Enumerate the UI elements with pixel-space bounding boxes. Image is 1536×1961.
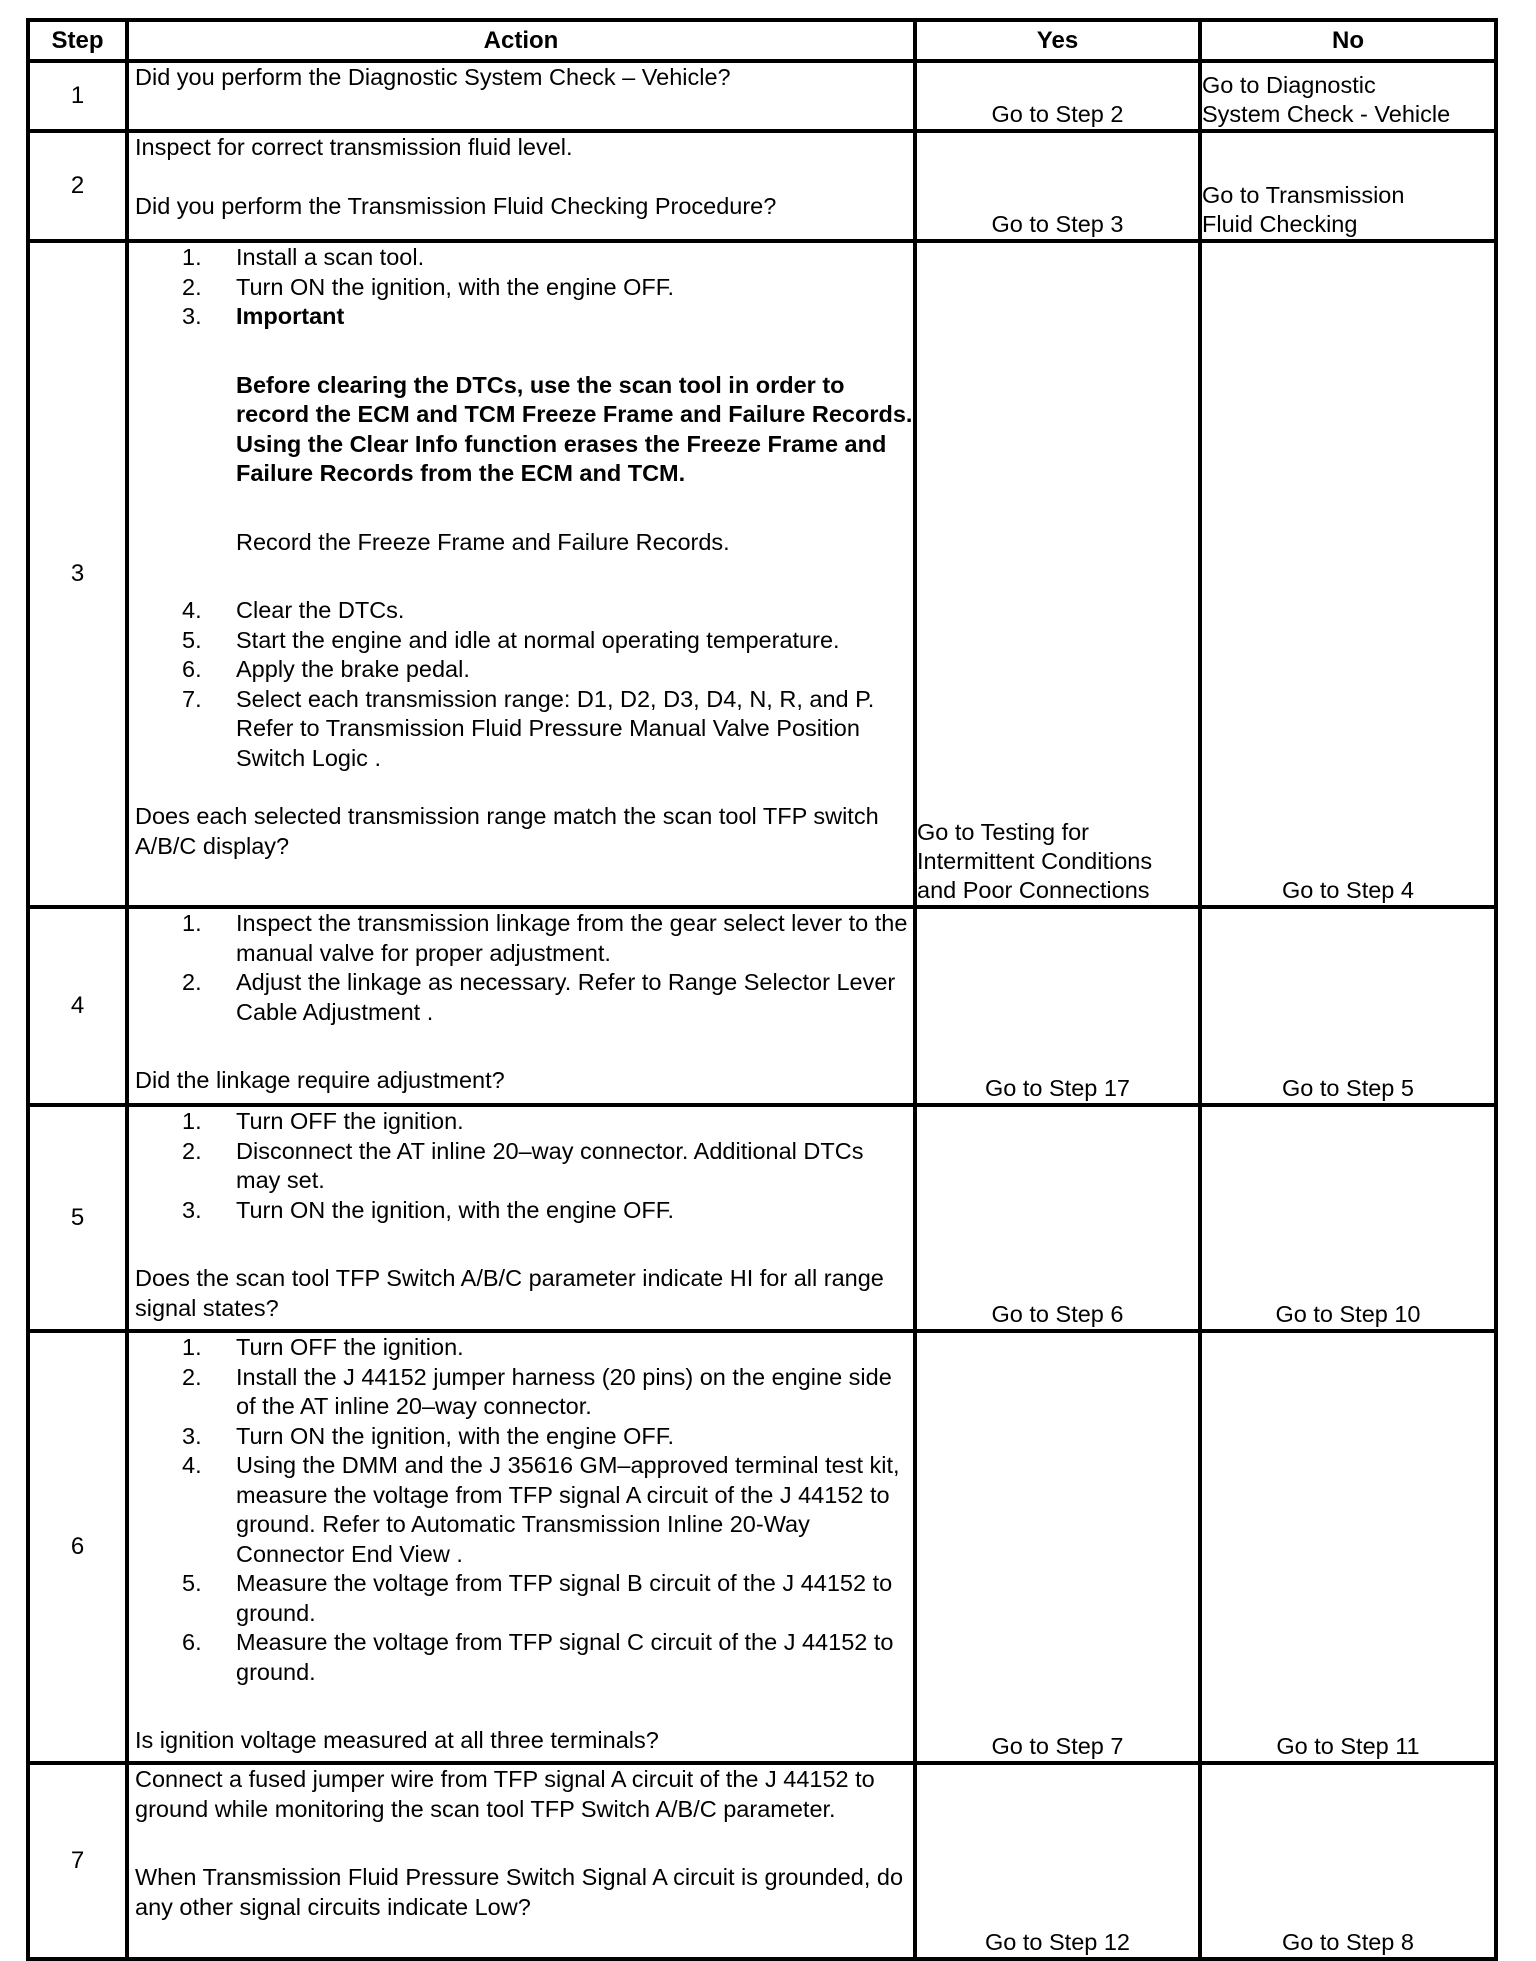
no-cell: [1200, 1105, 1496, 1331]
action-cell: [127, 907, 915, 1105]
list-item: 3. Important: [182, 303, 345, 329]
action-cell: [127, 131, 915, 241]
list-item: 2. Adjust the linkage as necessary. Refer to Range Selector Lever Cable Adjustment .: [182, 969, 896, 1025]
list-item: 5. Start the engine and idle at normal operating temperature.: [182, 626, 840, 653]
no-link-line[interactable]: System Check - Vehicle: [1202, 101, 1451, 127]
no-link-line[interactable]: Fluid Checking: [1202, 211, 1358, 237]
step-number: 2: [28, 131, 127, 241]
list-item: 1. Turn OFF the ignition.: [182, 1108, 464, 1134]
list-item: 2. Disconnect the AT inline 20–way connector. Additional DTCs may set.: [182, 1137, 864, 1193]
list-item: 1. Inspect the transmission linkage from the gear select lever to the manual valve for proper adjustment.: [182, 910, 908, 966]
list-item: 7. Select each transmission range: D1, D2, D3, D4, N, R, and P. Refer to Transmission Fluid Pressure Manual Valve Position Switch Logic .: [182, 685, 875, 771]
header-row: [28, 20, 1496, 61]
question-text: Is ignition voltage measured at all three terminals?: [135, 1727, 659, 1753]
question-text: Does the scan tool TFP Switch A/B/C parameter indicate HI for all range signal states?: [135, 1265, 884, 1321]
yes-link[interactable]: Go to Step 17: [984, 1075, 1131, 1101]
yes-link[interactable]: Go to Step 7: [991, 1733, 1124, 1759]
no-cell: [1200, 131, 1496, 241]
step-number: 4: [28, 907, 127, 1105]
yes-link[interactable]: Go to Step 2: [991, 101, 1124, 127]
steps-list: [135, 1107, 913, 1225]
yes-cell: [915, 907, 1200, 1105]
question-text: Did you perform the Transmission Fluid Checking Procedure?: [135, 192, 777, 219]
no-link[interactable]: Go to Step 8: [1282, 1929, 1414, 1955]
list-item: 4. Clear the DTCs.: [182, 597, 405, 623]
question-text: When Transmission Fluid Pressure Switch Signal A circuit is grounded, do any other signal circuits indicate Low?: [135, 1864, 904, 1920]
step-number: 6: [28, 1331, 127, 1763]
list-item: 2. Turn ON the ignition, with the engine OFF.: [182, 273, 675, 300]
diagnostic-table: [26, 18, 1498, 1961]
step-number: 7: [28, 1763, 127, 1959]
no-cell: [1200, 61, 1496, 131]
header-no: No: [1200, 20, 1496, 61]
list-item: 6. Apply the brake pedal.: [182, 656, 470, 682]
list-item: 5. Measure the voltage from TFP signal B circuit of the J 44152 to ground.: [182, 1570, 893, 1626]
table-row: [28, 907, 1496, 1105]
list-item: 3. Turn ON the ignition, with the engine OFF.: [182, 1196, 675, 1223]
question-text: Does each selected transmission range match the scan tool TFP switch A/B/C display?: [135, 803, 879, 859]
yes-cell: [915, 1105, 1200, 1331]
intro-text: Connect a fused jumper wire from TFP signal A circuit of the J 44152 to ground while monitoring the scan tool TFP Switch A/B/C parameter.: [135, 1766, 875, 1822]
important-label: Important: [236, 303, 345, 329]
action-cell: [127, 61, 915, 131]
list-item: 6. Measure the voltage from TFP signal C circuit of the J 44152 to ground.: [182, 1629, 894, 1685]
header-step: Step: [28, 20, 127, 61]
question-text: Did you perform the Diagnostic System Check – Vehicle?: [135, 64, 731, 90]
no-link[interactable]: Go to Step 10: [1275, 1301, 1421, 1327]
header-yes: Yes: [915, 20, 1200, 61]
action-cell: [127, 1331, 915, 1763]
no-link-line[interactable]: Go to Transmission: [1202, 182, 1405, 208]
step-number: 5: [28, 1105, 127, 1331]
steps-list: [135, 243, 913, 332]
no-link[interactable]: Go to Step 5: [1282, 1075, 1414, 1101]
no-cell: [1200, 907, 1496, 1105]
table-row: [28, 61, 1496, 131]
header-action: Action: [127, 20, 915, 61]
yes-link[interactable]: Go to Step 6: [991, 1301, 1124, 1327]
no-link-line[interactable]: Go to Diagnostic: [1202, 72, 1376, 98]
yes-cell: [915, 1763, 1200, 1959]
important-note: Before clearing the DTCs, use the scan tool in order to record the ECM and TCM Freeze Frame and Failure Records. Using the Clear Info function erases the Freeze Frame and Failure Records from the ECM and TCM.: [236, 371, 913, 486]
intro-text: Inspect for correct transmission fluid level.: [135, 134, 573, 160]
action-cell: [127, 1763, 915, 1959]
no-link[interactable]: Go to Step 4: [1282, 877, 1414, 903]
question-text: Did the linkage require adjustment?: [135, 1067, 505, 1093]
steps-list: [135, 1333, 913, 1687]
table-row: [28, 241, 1496, 907]
record-text: Record the Freeze Frame and Failure Records.: [236, 528, 730, 555]
step-number: 1: [28, 61, 127, 131]
table-row: [28, 1331, 1496, 1763]
no-cell: [1200, 241, 1496, 907]
yes-link[interactable]: Go to Step 3: [991, 211, 1124, 237]
action-cell: [127, 1105, 915, 1331]
table-row: [28, 131, 1496, 241]
yes-link-line[interactable]: and Poor Connections: [917, 877, 1150, 903]
steps-list: [135, 596, 913, 773]
action-cell: [127, 241, 915, 907]
yes-cell: [915, 61, 1200, 131]
list-item: 2. Install the J 44152 jumper harness (20 pins) on the engine side of the AT inline 20–way connector.: [182, 1363, 892, 1419]
yes-cell: [915, 131, 1200, 241]
table-row: [28, 1763, 1496, 1959]
yes-cell: [915, 1331, 1200, 1763]
list-item: 3. Turn ON the ignition, with the engine OFF.: [182, 1422, 675, 1449]
no-cell: [1200, 1331, 1496, 1763]
list-item: 1. Turn OFF the ignition.: [182, 1334, 464, 1360]
table-row: [28, 1105, 1496, 1331]
yes-link[interactable]: Go to Step 12: [984, 1929, 1131, 1955]
no-link[interactable]: Go to Step 11: [1276, 1733, 1420, 1759]
yes-link-line[interactable]: Go to Testing for: [917, 819, 1089, 845]
yes-cell: [915, 241, 1200, 907]
step-number: 3: [28, 241, 127, 907]
yes-link-line[interactable]: Intermittent Conditions: [917, 848, 1153, 874]
steps-list: [135, 909, 913, 1027]
list-item: 1. Install a scan tool.: [182, 244, 425, 270]
list-item: 4. Using the DMM and the J 35616 GM–approved terminal test kit, measure the voltage from TFP signal A circuit of the J 44152 to ground. Refer to Automatic Transmission Inline 20-Way Connector End View .: [182, 1452, 900, 1567]
no-cell: [1200, 1763, 1496, 1959]
